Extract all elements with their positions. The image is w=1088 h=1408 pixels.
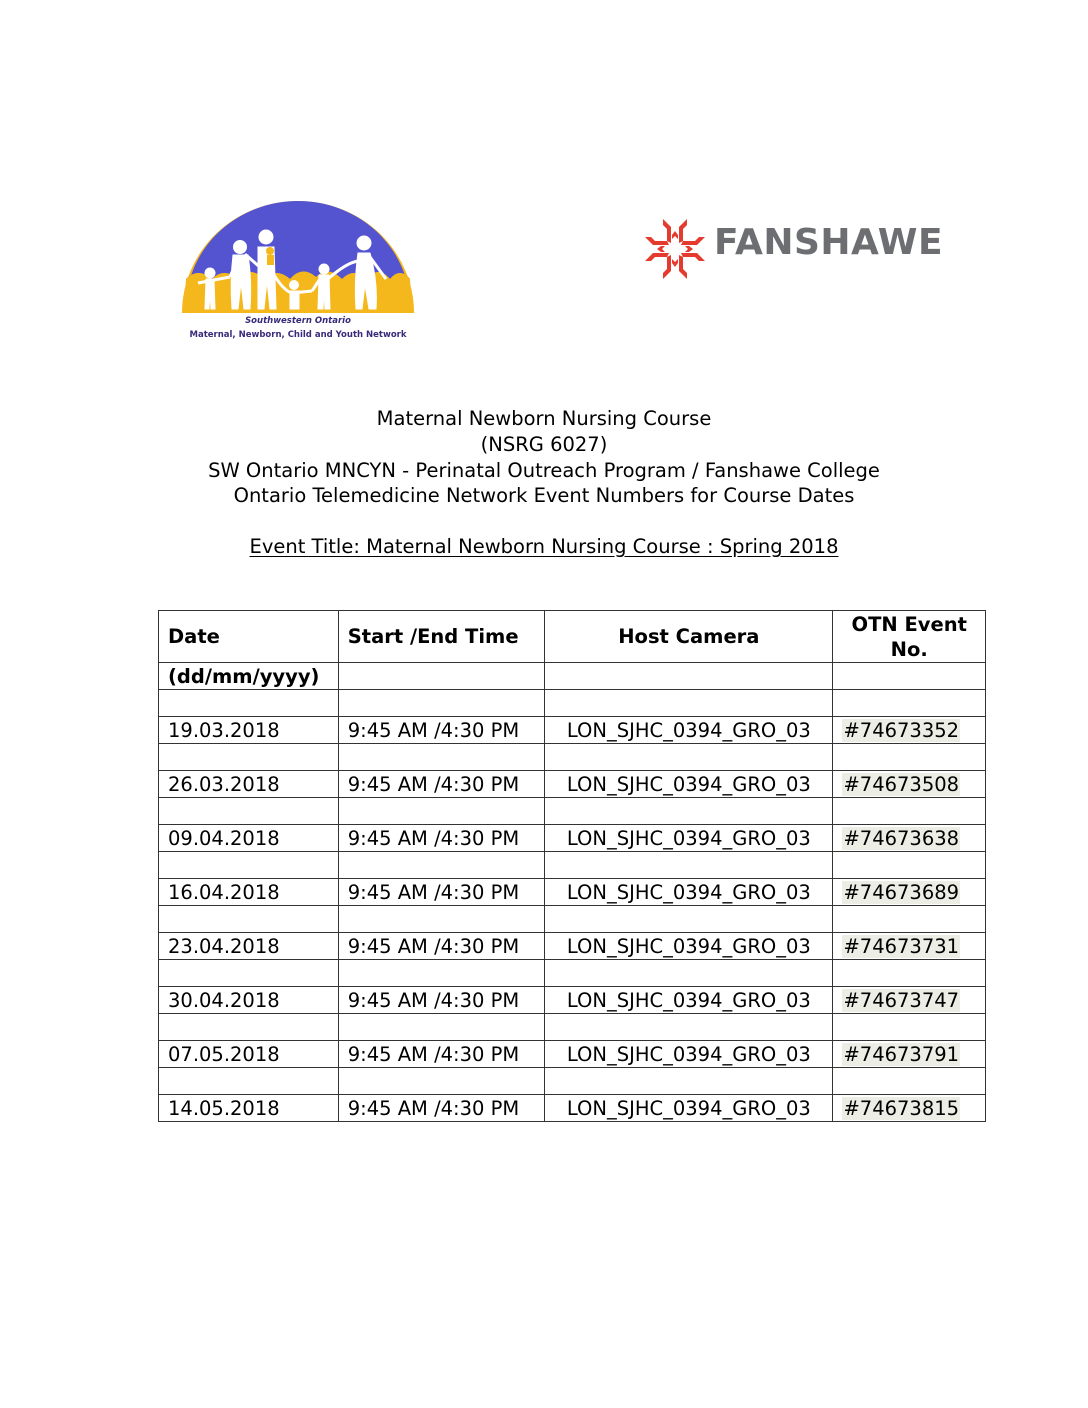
- otn-event-number: #74673791: [843, 1042, 960, 1066]
- cell-date: 19.03.2018: [159, 717, 339, 744]
- otn-event-number: #74673747: [843, 988, 960, 1012]
- cell-camera: LON_SJHC_0394_GRO_03: [545, 771, 833, 798]
- otn-event-number: #74673352: [843, 718, 960, 742]
- cell-camera: LON_SJHC_0394_GRO_03: [545, 879, 833, 906]
- cell-time: 9:45 AM /4:30 PM: [338, 1095, 545, 1122]
- cell-otn: [833, 1041, 986, 1068]
- date-format: (dd/mm/yyyy): [159, 663, 339, 690]
- schedule-table: [158, 610, 986, 1122]
- network-line: Ontario Telemedicine Network Event Numbers for Course Dates: [233, 484, 855, 508]
- otn-event-number: #74673508: [843, 772, 960, 796]
- cell-date: 09.04.2018: [159, 825, 339, 852]
- cell-time: 9:45 AM /4:30 PM: [338, 717, 545, 744]
- spacer-row: [159, 1068, 986, 1095]
- table-row: [159, 987, 986, 1014]
- cell-camera: LON_SJHC_0394_GRO_03: [545, 987, 833, 1014]
- cell-otn: [833, 987, 986, 1014]
- spacer-row: [159, 798, 986, 825]
- header-date: Date: [159, 611, 339, 663]
- cell-time: 9:45 AM /4:30 PM: [338, 771, 545, 798]
- table-row: [159, 717, 986, 744]
- event-title-text: Event Title: Maternal Newborn Nursing Course : Spring 2018: [249, 535, 839, 558]
- table-row: [159, 879, 986, 906]
- cell-otn: [833, 1095, 986, 1122]
- spacer-row: [159, 690, 986, 717]
- cell-date: 30.04.2018: [159, 987, 339, 1014]
- cell-date: 26.03.2018: [159, 771, 339, 798]
- cell-time: 9:45 AM /4:30 PM: [338, 933, 545, 960]
- course-title: Maternal Newborn Nursing Course: [376, 407, 712, 430]
- otn-event-number: #74673638: [843, 826, 960, 850]
- header-otn-line2: No.: [890, 637, 928, 661]
- cell-date: 16.04.2018: [159, 879, 339, 906]
- cell-camera: LON_SJHC_0394_GRO_03: [545, 825, 833, 852]
- cell-date: 23.04.2018: [159, 933, 339, 960]
- spacer-row: [159, 1014, 986, 1041]
- otn-event-number: #74673815: [843, 1096, 960, 1120]
- table-row: [159, 933, 986, 960]
- cell-otn: [833, 717, 986, 744]
- fanshawe-wordmark: FANSHAWE: [714, 222, 944, 263]
- cell-otn: [833, 879, 986, 906]
- otn-event-number: #74673689: [843, 880, 960, 904]
- date-format-row: [159, 663, 986, 690]
- header-otn-line1: OTN Event: [851, 612, 967, 636]
- table-row: [159, 1095, 986, 1122]
- table-header-row: [159, 611, 986, 663]
- cell-otn: [833, 825, 986, 852]
- mncyn-logo-graphic: [178, 195, 418, 345]
- table-row: [159, 1041, 986, 1068]
- program-line: SW Ontario MNCYN - Perinatal Outreach Program / Fanshawe College: [208, 458, 880, 482]
- cell-camera: LON_SJHC_0394_GRO_03: [545, 717, 833, 744]
- cell-camera: LON_SJHC_0394_GRO_03: [545, 1095, 833, 1122]
- cell-time: 9:45 AM /4:30 PM: [338, 825, 545, 852]
- cell-date: 14.05.2018: [159, 1095, 339, 1122]
- cell-camera: LON_SJHC_0394_GRO_03: [545, 933, 833, 960]
- cell-time: 9:45 AM /4:30 PM: [338, 1041, 545, 1068]
- fanshawe-snowflake-icon: [642, 216, 708, 282]
- fanshawe-logo: [642, 214, 942, 284]
- course-code: (NSRG 6027): [480, 432, 608, 456]
- document-heading: [0, 406, 1088, 509]
- header-camera: Host Camera: [545, 611, 833, 663]
- spacer-row: [159, 960, 986, 987]
- mncyn-logo: [178, 195, 418, 345]
- cell-otn: [833, 933, 986, 960]
- header-time: Start /End Time: [338, 611, 545, 663]
- cell-date: 07.05.2018: [159, 1041, 339, 1068]
- cell-time: 9:45 AM /4:30 PM: [338, 879, 545, 906]
- spacer-row: [159, 852, 986, 879]
- svg-text:Southwestern Ontario: Southwestern Ontario: [245, 316, 351, 326]
- header-otn: [833, 611, 986, 663]
- table-row: [159, 825, 986, 852]
- otn-event-number: #74673731: [843, 934, 960, 958]
- cell-camera: LON_SJHC_0394_GRO_03: [545, 1041, 833, 1068]
- cell-otn: [833, 771, 986, 798]
- cell-time: 9:45 AM /4:30 PM: [338, 987, 545, 1014]
- svg-text:Maternal, Newborn, Child and Y: Maternal, Newborn, Child and Youth Network: [189, 330, 407, 340]
- spacer-row: [159, 744, 986, 771]
- spacer-row: [159, 906, 986, 933]
- event-title: [0, 535, 1088, 558]
- table-row: [159, 771, 986, 798]
